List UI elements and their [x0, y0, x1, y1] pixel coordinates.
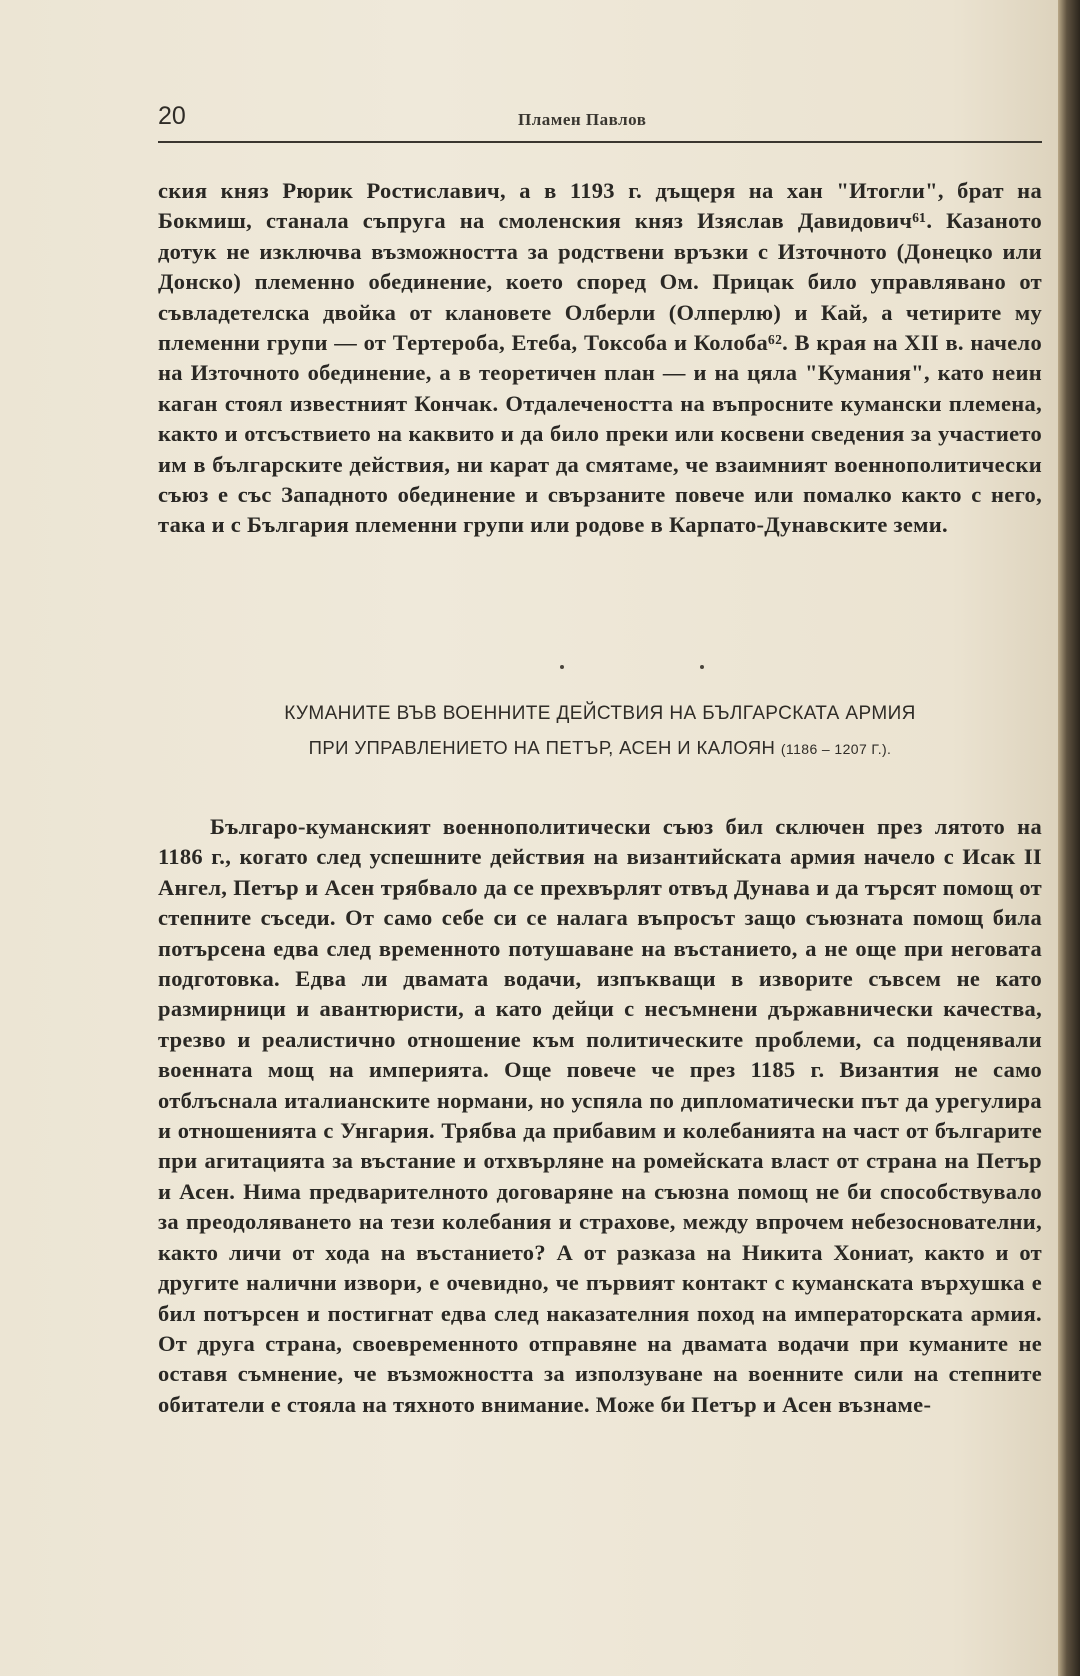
paragraph-2: Българо-куманският военнополитически съюз бил сключен през лятото на 1186 г., когато след успешните действия на византийската армия начело с Исак II Ангел, Петър и Асен трябвало да се прехвърлят отвъд Дунава и да търсят помощ от степните съседи. От само себе си се налага въпросът защо съюзната помощ била потърсена едва след временното потушаване на въстанието, а не още при неговата подготовка. Едва ли двамата водачи, изпъкващи в изворите съвсем не като размирници и авантюристи, а като дейци с несъмнени държавнически качества, трезво и реалистично отношение към политическите проблеми, са подценявали военната мощ на империята. Още повече че през 1185 г. Византия не само отблъснала италианските нормани, но успяла по дипломатически път да урегулира и отношенията с Унгария. Трябва да прибавим и колебанията на част от българите при агитацията за въстание и отхвърляне на ромейската власт от страна на Петър и Асен. Нима предварителното договаряне на съюзна помощ не би способствувало за преодоляването на тези колебания и страхове, между впрочем небезоснователни, както личи от хода на въстанието? А от разказа на Никита Хониат, както и от другите налични извори, е очевидно, че първият контакт с куманската върхушка е бил потърсен и постигнат едва след наказателния поход на императорската армия. От друга страна, своевременното отправяне на двамата водачи при куманите не оставя съмнение, че възможността за използуване на военните сили на степните обитатели е стояла на тяхното внимание. Може би Петър и Асен възнаме-: [158, 814, 1042, 1417]
section-heading-line-2: [158, 737, 1042, 759]
section-heading-line-1: КУМАНИТЕ ВЪВ ВОЕННИТЕ ДЕЙСТВИЯ НА БЪЛГАРСКАТА АРМИЯ: [284, 703, 916, 724]
paragraph-1: ския княз Рюрик Ростиславич, а в 1193 г. дъщеря на хан "Итогли", брат на Бокмиш, станала съпруга на смоленския княз Изяслав Давидович⁶¹. Казаното дотук не изключва възможността за родствени връзки с Източното (Донецко или Донско) племенно обединение, което според Ом. Прицак било управлявано от съвладетелска двойка от клановете Олберли (Олперлю) и Кай, а четирите му племенни групи — от Тертероба, Етеба, Токсоба и Колоба⁶². В края на XII в. начело на Източното обединение, а в теоретичен план — и на цяла "Кумания", като неин каган стоял известният Кончак. Отдалечеността на въпросните кумански племена, както и отсъствието на каквито и да било преки или косвени сведения за участието им в българските действия, ни карат да смятаме, че взаимният военнополитически съюз е със Западното обединение и свързаните повече или помалко както с него, така и с България племенни групи или родове в Карпато-Дунавските земи.: [158, 178, 1042, 538]
header-rule: [158, 141, 1042, 143]
book-spine-shadow: [1058, 0, 1080, 1676]
section-heading-title: ПРИ УПРАВЛЕНИЕТО НА ПЕТЪР, АСЕН И КАЛОЯН: [308, 737, 776, 758]
page-header: [158, 98, 1042, 138]
page-number: 20: [158, 102, 186, 130]
separator-dot: [700, 665, 704, 669]
section-separator: [560, 665, 720, 673]
section-heading-dates: (1186 – 1207 Г.).: [780, 741, 892, 757]
running-head: Пламен Павлов: [518, 110, 647, 129]
separator-dot: [560, 665, 564, 669]
